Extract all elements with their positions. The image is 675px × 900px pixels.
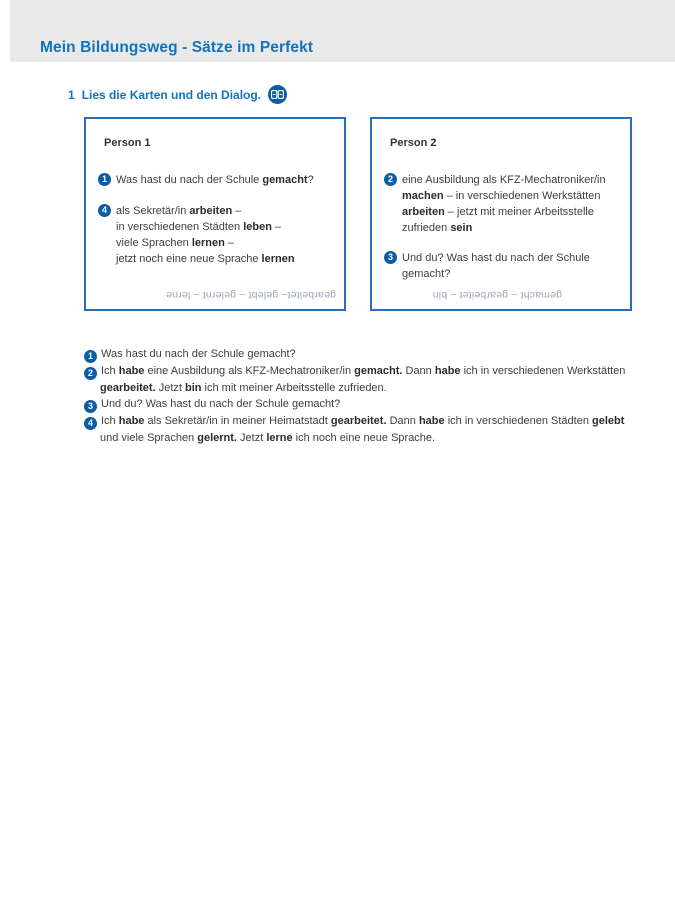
number-badge: 3: [384, 251, 397, 264]
page-header: [10, 0, 675, 62]
cards-row: [84, 117, 632, 311]
card-item-line: gemacht?: [402, 268, 451, 280]
number-badge: 1: [84, 350, 97, 363]
number-badge: 3: [84, 400, 97, 413]
number-badge: 4: [84, 417, 97, 430]
card-item: [98, 203, 332, 267]
dialog-line: [84, 346, 634, 363]
card-person-2: [370, 117, 632, 311]
card-item-line: Und du? Was hast du nach der Schule: [402, 252, 590, 264]
card-item-line: zufrieden sein: [402, 222, 473, 234]
card-title: Person 2: [390, 137, 437, 149]
dialog-text: Was hast du nach der Schule gemacht?: [101, 348, 296, 360]
card-item: [384, 250, 618, 282]
task-number: 1: [68, 87, 75, 102]
dialog-line: [84, 413, 634, 446]
dialog-line: [84, 363, 634, 396]
dialog-line: [84, 396, 634, 413]
dialog-text: Und du? Was hast du nach der Schule gemacht?: [101, 398, 341, 411]
dialog-section: [84, 346, 634, 447]
card-item-line: in verschiedenen Städten leben –: [116, 221, 282, 233]
card-title: Person 1: [104, 137, 151, 149]
dialog-text: Ich habe eine Ausbildung als KFZ-Mechatroniker/in gemacht. Dann habe ich in verschiedenen Werkstätten gearbeitet. Jetzt bin ich mit meiner Arbeitsstelle zufrieden.: [100, 365, 626, 394]
card-item: [384, 172, 618, 236]
card-item-line: viele Sprachen lernen –: [116, 237, 235, 249]
card-item-line: jetzt noch eine neue Sprache lernen: [116, 253, 295, 265]
card-item: [98, 172, 332, 188]
card-item-line: als Sekretär/in arbeiten –: [116, 205, 242, 217]
number-badge: 1: [98, 173, 111, 186]
task-instruction: [68, 85, 287, 104]
number-badge: 2: [384, 173, 397, 186]
card-item-line: machen – in verschiedenen Werkstätten: [402, 190, 601, 202]
card-item-line: arbeiten – jetzt mit meiner Arbeitsstelle: [402, 206, 594, 218]
card-item-line: Was hast du nach der Schule gemacht?: [116, 174, 314, 186]
task-label: Lies die Karten und den Dialog.: [81, 87, 262, 102]
number-badge: 4: [98, 204, 111, 217]
page-title: Mein Bildungsweg - Sätze im Perfekt: [40, 39, 314, 56]
flashcards-icon: [268, 85, 287, 104]
number-badge: 2: [84, 367, 97, 380]
answer-key-upside-down: gemacht – gearbeitet – bin: [432, 289, 562, 301]
card-person-1: [84, 117, 346, 311]
card-item-line: eine Ausbildung als KFZ-Mechatroniker/in: [402, 174, 606, 186]
answer-key-upside-down: gearbeitet– gelebt – gelernt – lerne: [165, 289, 336, 301]
dialog-text: Ich habe als Sekretär/in in meiner Heimatstadt gearbeitet. Dann habe ich in verschiedenen Städten gelebt und viele Sprachen gelernt. Jetzt lerne ich noch eine neue Sprache.: [100, 415, 625, 445]
